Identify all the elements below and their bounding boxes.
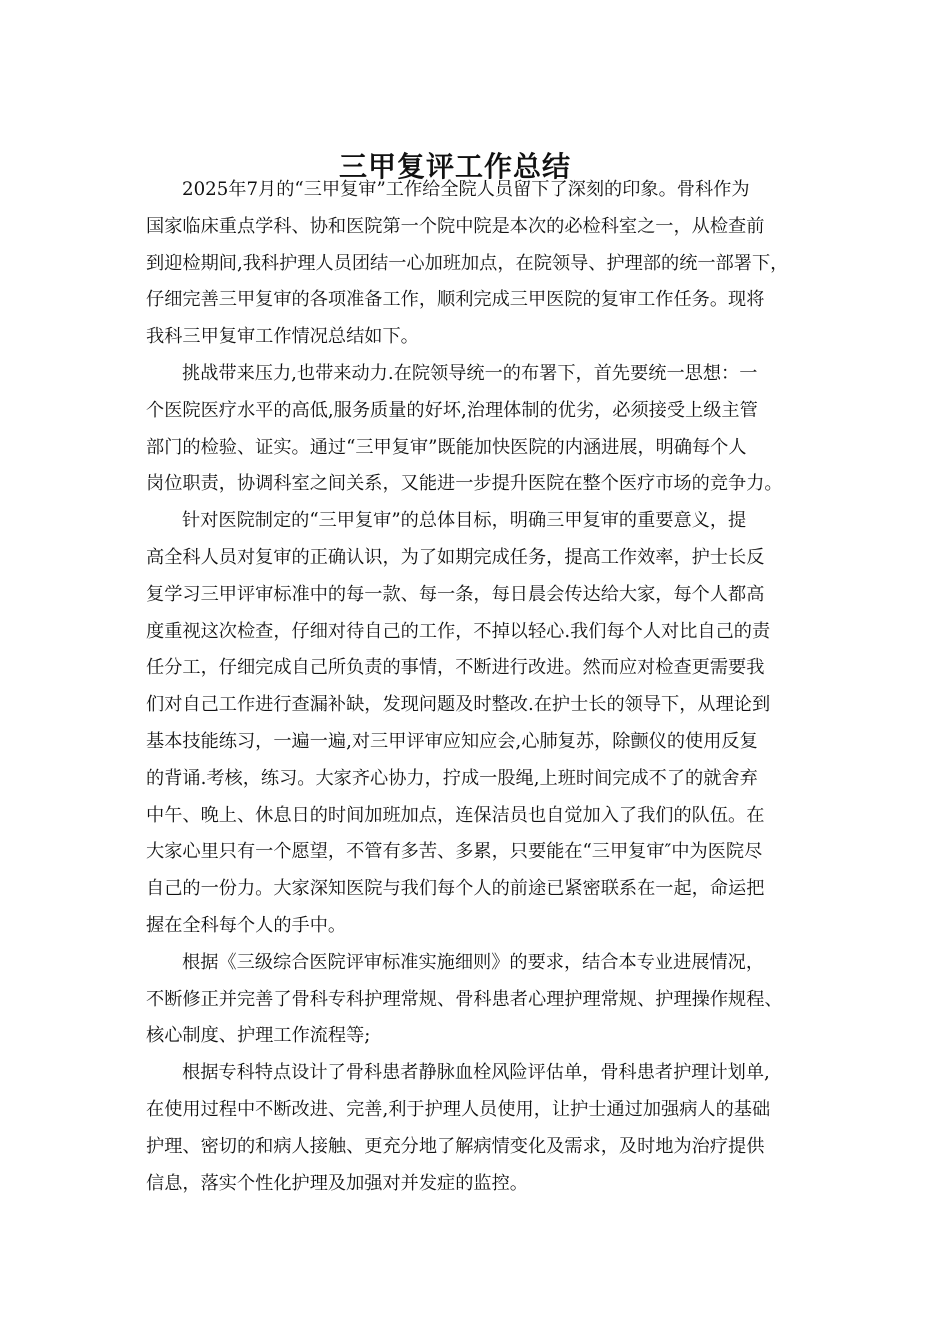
paragraph-assessment bbox=[146, 1055, 826, 1202]
paragraph-line: 的背诵.考核，练习。大家齐心协力，拧成一股绳,上班时间完成不了的就舍弃 bbox=[146, 767, 758, 789]
paragraph-line: 岗位职责，协调科室之间关系，又能进一步提升医院在整个医疗市场的竞争力。 bbox=[146, 473, 783, 495]
paragraph-challenge bbox=[146, 356, 826, 503]
paragraph-goals bbox=[146, 503, 826, 945]
paragraph-line: 针对医院制定的“三甲复审”的总体目标，明确三甲复审的重要意义，提 bbox=[182, 510, 747, 532]
paragraph-line: 复学习三甲评审标准中的每一款、每一条，每日晨会传达给大家，每个人都高 bbox=[146, 583, 765, 605]
paragraph-line: 根据《三级综合医院评审标准实施细则》的要求，结合本专业进展情况， bbox=[182, 951, 765, 973]
paragraph-line: 握在全科每个人的手中。 bbox=[146, 914, 347, 936]
paragraph-line: 在使用过程中不断改进、完善,利于护理人员使用，让护士通过加强病人的基础 bbox=[146, 1098, 771, 1120]
paragraph-line: 不断修正并完善了骨科专科护理常规、骨科患者心理护理常规、护理操作规程、 bbox=[146, 988, 783, 1010]
paragraph-line: 国家临床重点学科、协和医院第一个院中院是本次的必检科室之一，从检查前 bbox=[146, 215, 765, 237]
paragraph-intro bbox=[146, 172, 826, 356]
paragraph-line: 核心制度、护理工作流程等; bbox=[146, 1025, 371, 1047]
paragraph-line: 信息，落实个性化护理及加强对并发症的监控。 bbox=[146, 1172, 528, 1194]
paragraph-line: 高全科人员对复审的正确认识，为了如期完成任务，提高工作效率，护士长反 bbox=[146, 546, 765, 568]
paragraph-line: 部门的检验、证实。通过“三甲复审”既能加快医院的内涵进展，明确每个人 bbox=[146, 436, 747, 458]
paragraph-line: 挑战带来压力,也带来动力.在院领导统一的布署下，首先要统一思想：一 bbox=[182, 362, 758, 384]
page-title: 三甲复评工作总结 bbox=[338, 149, 571, 183]
paragraph-line: 到迎检期间,我科护理人员团结一心加班加点，在院领导、护理部的统一部署下， bbox=[146, 252, 789, 274]
paragraph-line: 度重视这次检查，仔细对待自己的工作，不掉以轻心.我们每个人对比自己的责 bbox=[146, 620, 771, 642]
paragraph-line: 仔细完善三甲复审的各项准备工作，顺利完成三甲医院的复审工作任务。现将 bbox=[146, 289, 765, 311]
paragraph-line: 个医院医疗水平的高低,服务质量的好坏,治理体制的优劣，必须接受上级主管 bbox=[146, 399, 758, 421]
paragraph-standards bbox=[146, 945, 826, 1055]
paragraph-line: 们对自己工作进行查漏补缺，发现问题及时整改.在护士长的领导下，从理论到 bbox=[146, 694, 771, 716]
paragraph-line: 根据专科特点设计了骨科患者静脉血栓风险评估单，骨科患者护理计划单, bbox=[182, 1062, 770, 1084]
document-body bbox=[146, 172, 826, 1202]
paragraph-line: 任分工，仔细完成自己所负责的事情，不断进行改进。然而应对检查更需要我 bbox=[146, 657, 765, 679]
paragraph-line: 2025年7月的“三甲复审”工作给全院人员留下了深刻的印象。骨科作为 bbox=[182, 179, 750, 200]
paragraph-line: 护理、密切的和病人接触、更充分地了解病情变化及需求，及时地为治疗提供 bbox=[146, 1135, 765, 1157]
paragraph-line: 基本技能练习，一遍一遍,对三甲评审应知应会,心肺复苏，除颤仪的使用反复 bbox=[146, 730, 758, 752]
paragraph-line: 我科三甲复审工作情况总结如下。 bbox=[146, 326, 419, 348]
paragraph-line: 中午、晚上、休息日的时间加班加点，连保洁员也自觉加入了我们的队伍。在 bbox=[146, 804, 765, 826]
paragraph-line: 自己的一份力。大家深知医院与我们每个人的前途已紧密联系在一起，命运把 bbox=[146, 878, 765, 900]
paragraph-line: 大家心里只有一个愿望，不管有多苦、多累，只要能在“三甲复审″中为医院尽 bbox=[146, 841, 763, 863]
